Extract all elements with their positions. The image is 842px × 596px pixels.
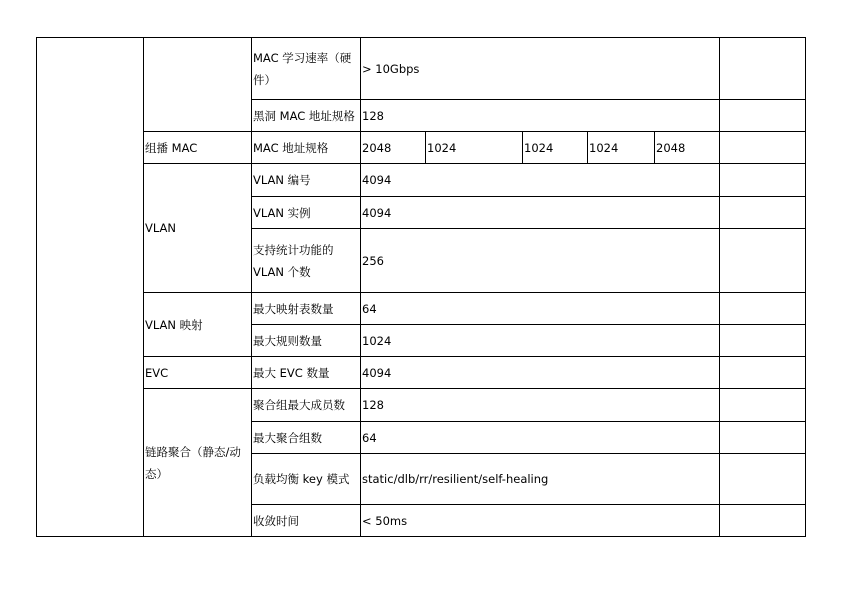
row-label: 最大规则数量 bbox=[252, 325, 361, 357]
table-row bbox=[37, 357, 806, 389]
category-cell: VLAN bbox=[144, 164, 252, 293]
table-row bbox=[37, 389, 806, 422]
remark-cell bbox=[720, 197, 806, 229]
row-value: 2048 bbox=[655, 132, 720, 164]
category-blank-cell bbox=[144, 38, 252, 132]
table-row bbox=[37, 164, 806, 197]
remark-cell bbox=[720, 293, 806, 325]
remark-cell bbox=[720, 164, 806, 197]
row-value: > 10Gbps bbox=[361, 38, 720, 100]
table-row bbox=[37, 293, 806, 325]
row-label: 黑洞 MAC 地址规格 bbox=[252, 100, 361, 132]
remark-cell bbox=[720, 325, 806, 357]
remark-cell bbox=[720, 100, 806, 132]
row-label: MAC 学习速率（硬件） bbox=[252, 38, 361, 100]
row-label: 负载均衡 key 模式 bbox=[252, 454, 361, 505]
row-value: 4094 bbox=[361, 164, 720, 197]
row-value: 128 bbox=[361, 100, 720, 132]
row-value: 4094 bbox=[361, 357, 720, 389]
row-label: 最大 EVC 数量 bbox=[252, 357, 361, 389]
row-value: 1024 bbox=[361, 325, 720, 357]
table-row bbox=[37, 132, 806, 164]
category-cell: 链路聚合（静态/动态） bbox=[144, 389, 252, 537]
row-value: 2048 bbox=[361, 132, 426, 164]
remark-cell bbox=[720, 357, 806, 389]
remark-cell bbox=[720, 389, 806, 422]
row-label: 最大聚合组数 bbox=[252, 422, 361, 454]
remark-cell bbox=[720, 505, 806, 537]
remark-cell bbox=[720, 132, 806, 164]
spec-table bbox=[36, 37, 806, 537]
row-value: 64 bbox=[361, 422, 720, 454]
group-blank-cell bbox=[37, 38, 144, 537]
row-label: 最大映射表数量 bbox=[252, 293, 361, 325]
row-value: 128 bbox=[361, 389, 720, 422]
remark-cell bbox=[720, 38, 806, 100]
row-label: VLAN 编号 bbox=[252, 164, 361, 197]
row-label: MAC 地址规格 bbox=[252, 132, 361, 164]
row-value: 4094 bbox=[361, 197, 720, 229]
row-value: 256 bbox=[361, 229, 720, 293]
category-cell: EVC bbox=[144, 357, 252, 389]
remark-cell bbox=[720, 454, 806, 505]
row-label: 支持统计功能的VLAN 个数 bbox=[252, 229, 361, 293]
row-value: < 50ms bbox=[361, 505, 720, 537]
row-value: 1024 bbox=[426, 132, 523, 164]
row-value: 1024 bbox=[588, 132, 655, 164]
remark-cell bbox=[720, 229, 806, 293]
row-value: static/dlb/rr/resilient/self-healing bbox=[361, 454, 720, 505]
row-label: VLAN 实例 bbox=[252, 197, 361, 229]
row-label: 聚合组最大成员数 bbox=[252, 389, 361, 422]
row-label: 收敛时间 bbox=[252, 505, 361, 537]
category-cell: 组播 MAC bbox=[144, 132, 252, 164]
row-value: 1024 bbox=[523, 132, 588, 164]
remark-cell bbox=[720, 422, 806, 454]
row-value: 64 bbox=[361, 293, 720, 325]
category-cell: VLAN 映射 bbox=[144, 293, 252, 357]
table-row bbox=[37, 38, 806, 100]
